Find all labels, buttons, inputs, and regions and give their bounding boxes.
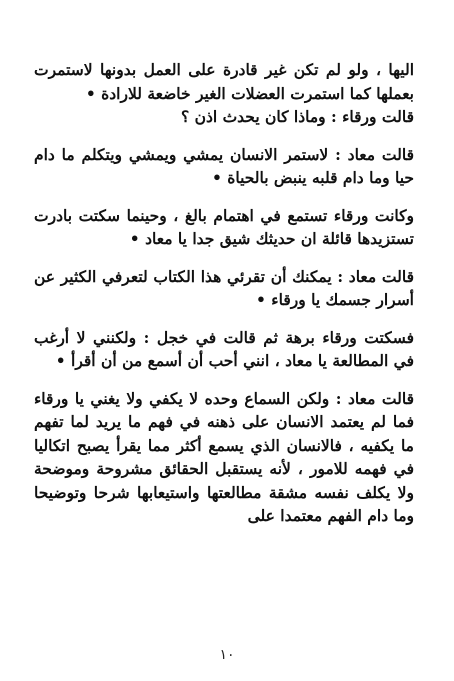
paragraph-6: فسكتت ورقاء برهة ثم قالت في خجل : ولكنني لا أرغب في المطالعة يا معاد ، انني أحب أن أسمع من أن أقرأ • <box>34 327 414 370</box>
paragraph-1: اليها ، ولو لم تكن غير قادرة على العمل بدونها لاستمرت بعملها كما استمرت العضلات الغير خاضعة للارادة • <box>34 60 414 103</box>
paragraph-2: قالت ورقاء : وماذا كان يحدث اذن ؟ <box>180 107 414 126</box>
page-number: ١٠ <box>219 647 235 663</box>
paragraph-5: قالت معاد : يمكنك أن تقرئي هذا الكتاب لتعرفي الكثير عن أسرار جسمك يا ورقاء • <box>34 266 414 309</box>
paragraph-4: وكانت ورقاء تستمع في اهتمام بالغ ، وحينما سكتت بادرت تستزيدها قائلة ان حديثك شيق جدا يا معاد • <box>34 205 414 248</box>
paragraph-7: قالت معاد : ولكن السماع وحده لا يكفي ولا يغني يا ورقاء فما لم يعتمد الانسان على ذهنه في فهم ما يريد لما تفهم ما يكفيه ، فالانسان الذي يسمع أكثر مما يقرأ يصبح اتكاليا في فهمه للامور ، لأنه يستقبل الحقائق مشروحة وموضحة ولا يكلف نفسه مشقة مطالعتها واستيعابها شرحا وتوضيحا وما دام الفهم معتمدا على <box>34 388 414 525</box>
body-text <box>34 58 414 542</box>
paragraph-3: قالت معاد : لاستمر الانسان يمشي ويمشي ويتكلم ما دام حيا وما دام قلبه ينبض بالحياة • <box>34 144 414 187</box>
